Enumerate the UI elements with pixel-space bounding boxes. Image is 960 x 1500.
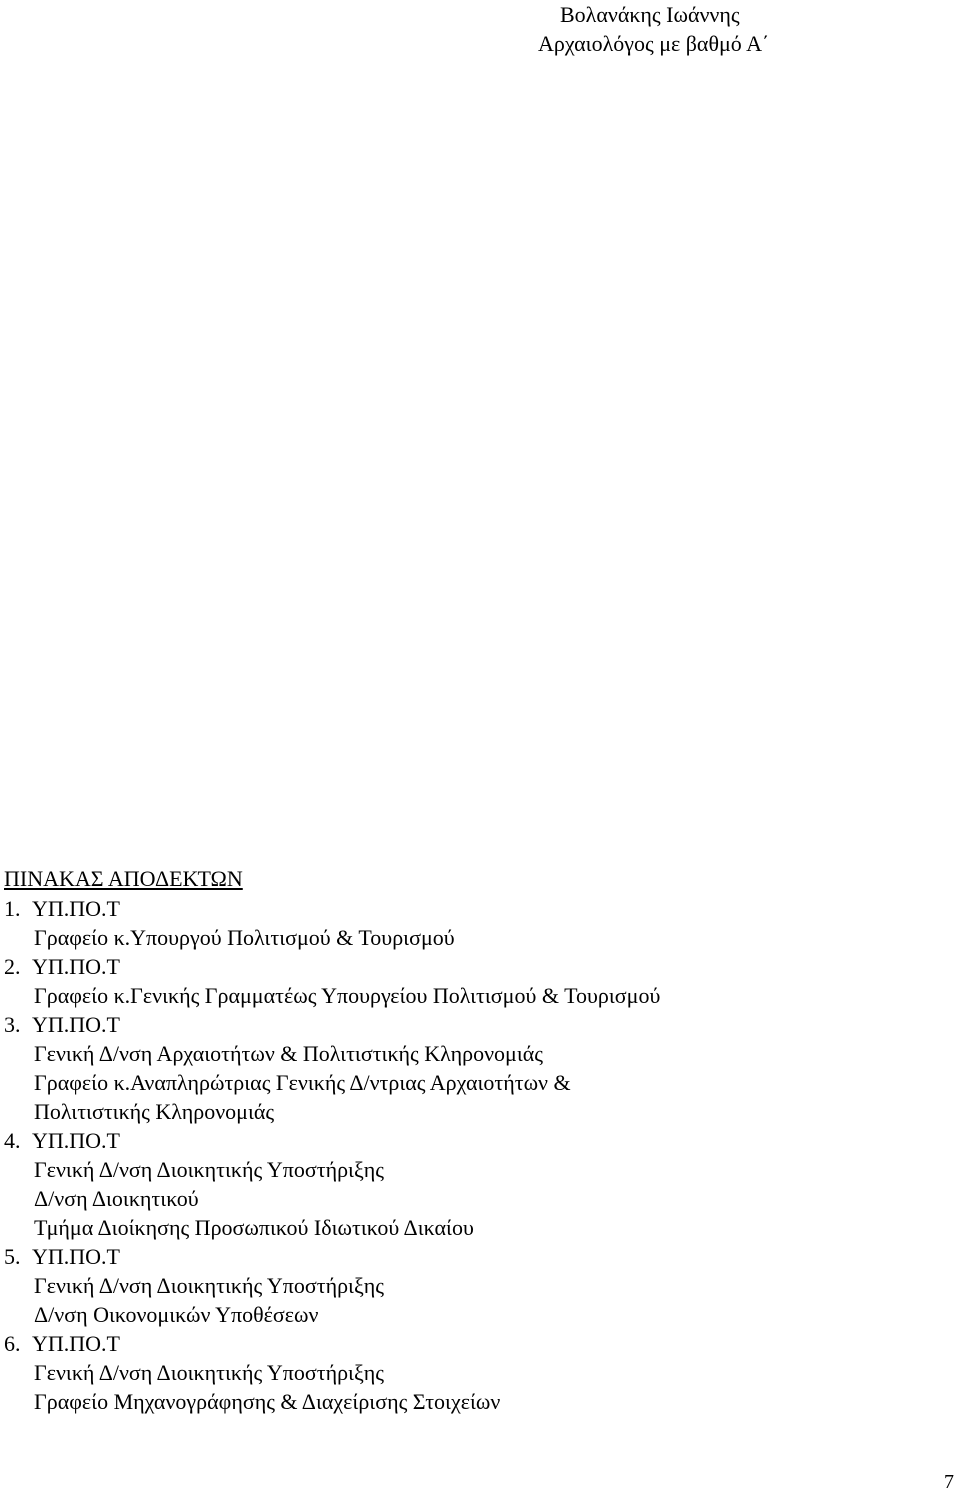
entry-number: 2. xyxy=(4,954,21,979)
entry-organization: ΥΠ.ΠΟ.Τ xyxy=(32,1012,120,1037)
entry-number: 5. xyxy=(4,1244,21,1269)
entry-line: Γραφείο Μηχανογράφησης & Διαχείρισης Στοιχείων xyxy=(34,1389,501,1414)
recipient-entry xyxy=(4,894,940,952)
recipient-entry xyxy=(4,1126,940,1242)
entry-number: 3. xyxy=(4,1012,21,1037)
recipients-list xyxy=(4,864,940,1416)
page-number: 7 xyxy=(944,1471,954,1493)
entry-number: 6. xyxy=(4,1331,21,1356)
entry-line: Πολιτιστικής Κληρονομιάς xyxy=(34,1099,275,1124)
entry-organization: ΥΠ.ΠΟ.Τ xyxy=(32,896,120,921)
recipients-heading: ΠΙΝΑΚΑΣ ΑΠΟΔΕΚΤΩΝ xyxy=(4,866,243,891)
recipient-entry xyxy=(4,952,940,1010)
entry-organization: ΥΠ.ΠΟ.Τ xyxy=(32,1244,120,1269)
signatory-name: Βολανάκης Ιωάννης xyxy=(560,2,740,27)
entry-line: Γραφείο κ.Αναπληρώτριας Γενικής Δ/ντριας Αρχαιοτήτων & xyxy=(34,1070,571,1095)
entry-organization: ΥΠ.ΠΟ.Τ xyxy=(32,1331,120,1356)
entry-number: 1. xyxy=(4,896,21,921)
entry-line: Γενική Δ/νση Διοικητικής Υποστήριξης xyxy=(34,1360,385,1385)
entry-line: Γραφείο κ.Γενικής Γραμματέως Υπουργείου Πολιτισμού & Τουρισμού xyxy=(34,983,661,1008)
entry-line: Γραφείο κ.Υπουργού Πολιτισμού & Τουρισμού xyxy=(34,925,455,950)
signatory-role: Αρχαιολόγος με βαθμό Α΄ xyxy=(538,31,770,56)
recipient-entry xyxy=(4,1010,940,1126)
entry-line: Γενική Δ/νση Αρχαιοτήτων & Πολιτιστικής Κληρονομιάς xyxy=(34,1041,544,1066)
recipient-entry xyxy=(4,1242,940,1329)
signature-block xyxy=(538,0,820,58)
entry-number: 4. xyxy=(4,1128,21,1153)
recipient-entry xyxy=(4,1329,940,1416)
entry-line: Δ/νση Οικονομικών Υποθέσεων xyxy=(34,1302,319,1327)
entry-line: Γενική Δ/νση Διοικητικής Υποστήριξης xyxy=(34,1157,385,1182)
entry-organization: ΥΠ.ΠΟ.Τ xyxy=(32,1128,120,1153)
entry-line: Δ/νση Διοικητικού xyxy=(34,1186,199,1211)
entry-line: Τμήμα Διοίκησης Προσωπικού Ιδιωτικού Δικαίου xyxy=(34,1215,474,1240)
entry-organization: ΥΠ.ΠΟ.Τ xyxy=(32,954,120,979)
entry-line: Γενική Δ/νση Διοικητικής Υποστήριξης xyxy=(34,1273,385,1298)
